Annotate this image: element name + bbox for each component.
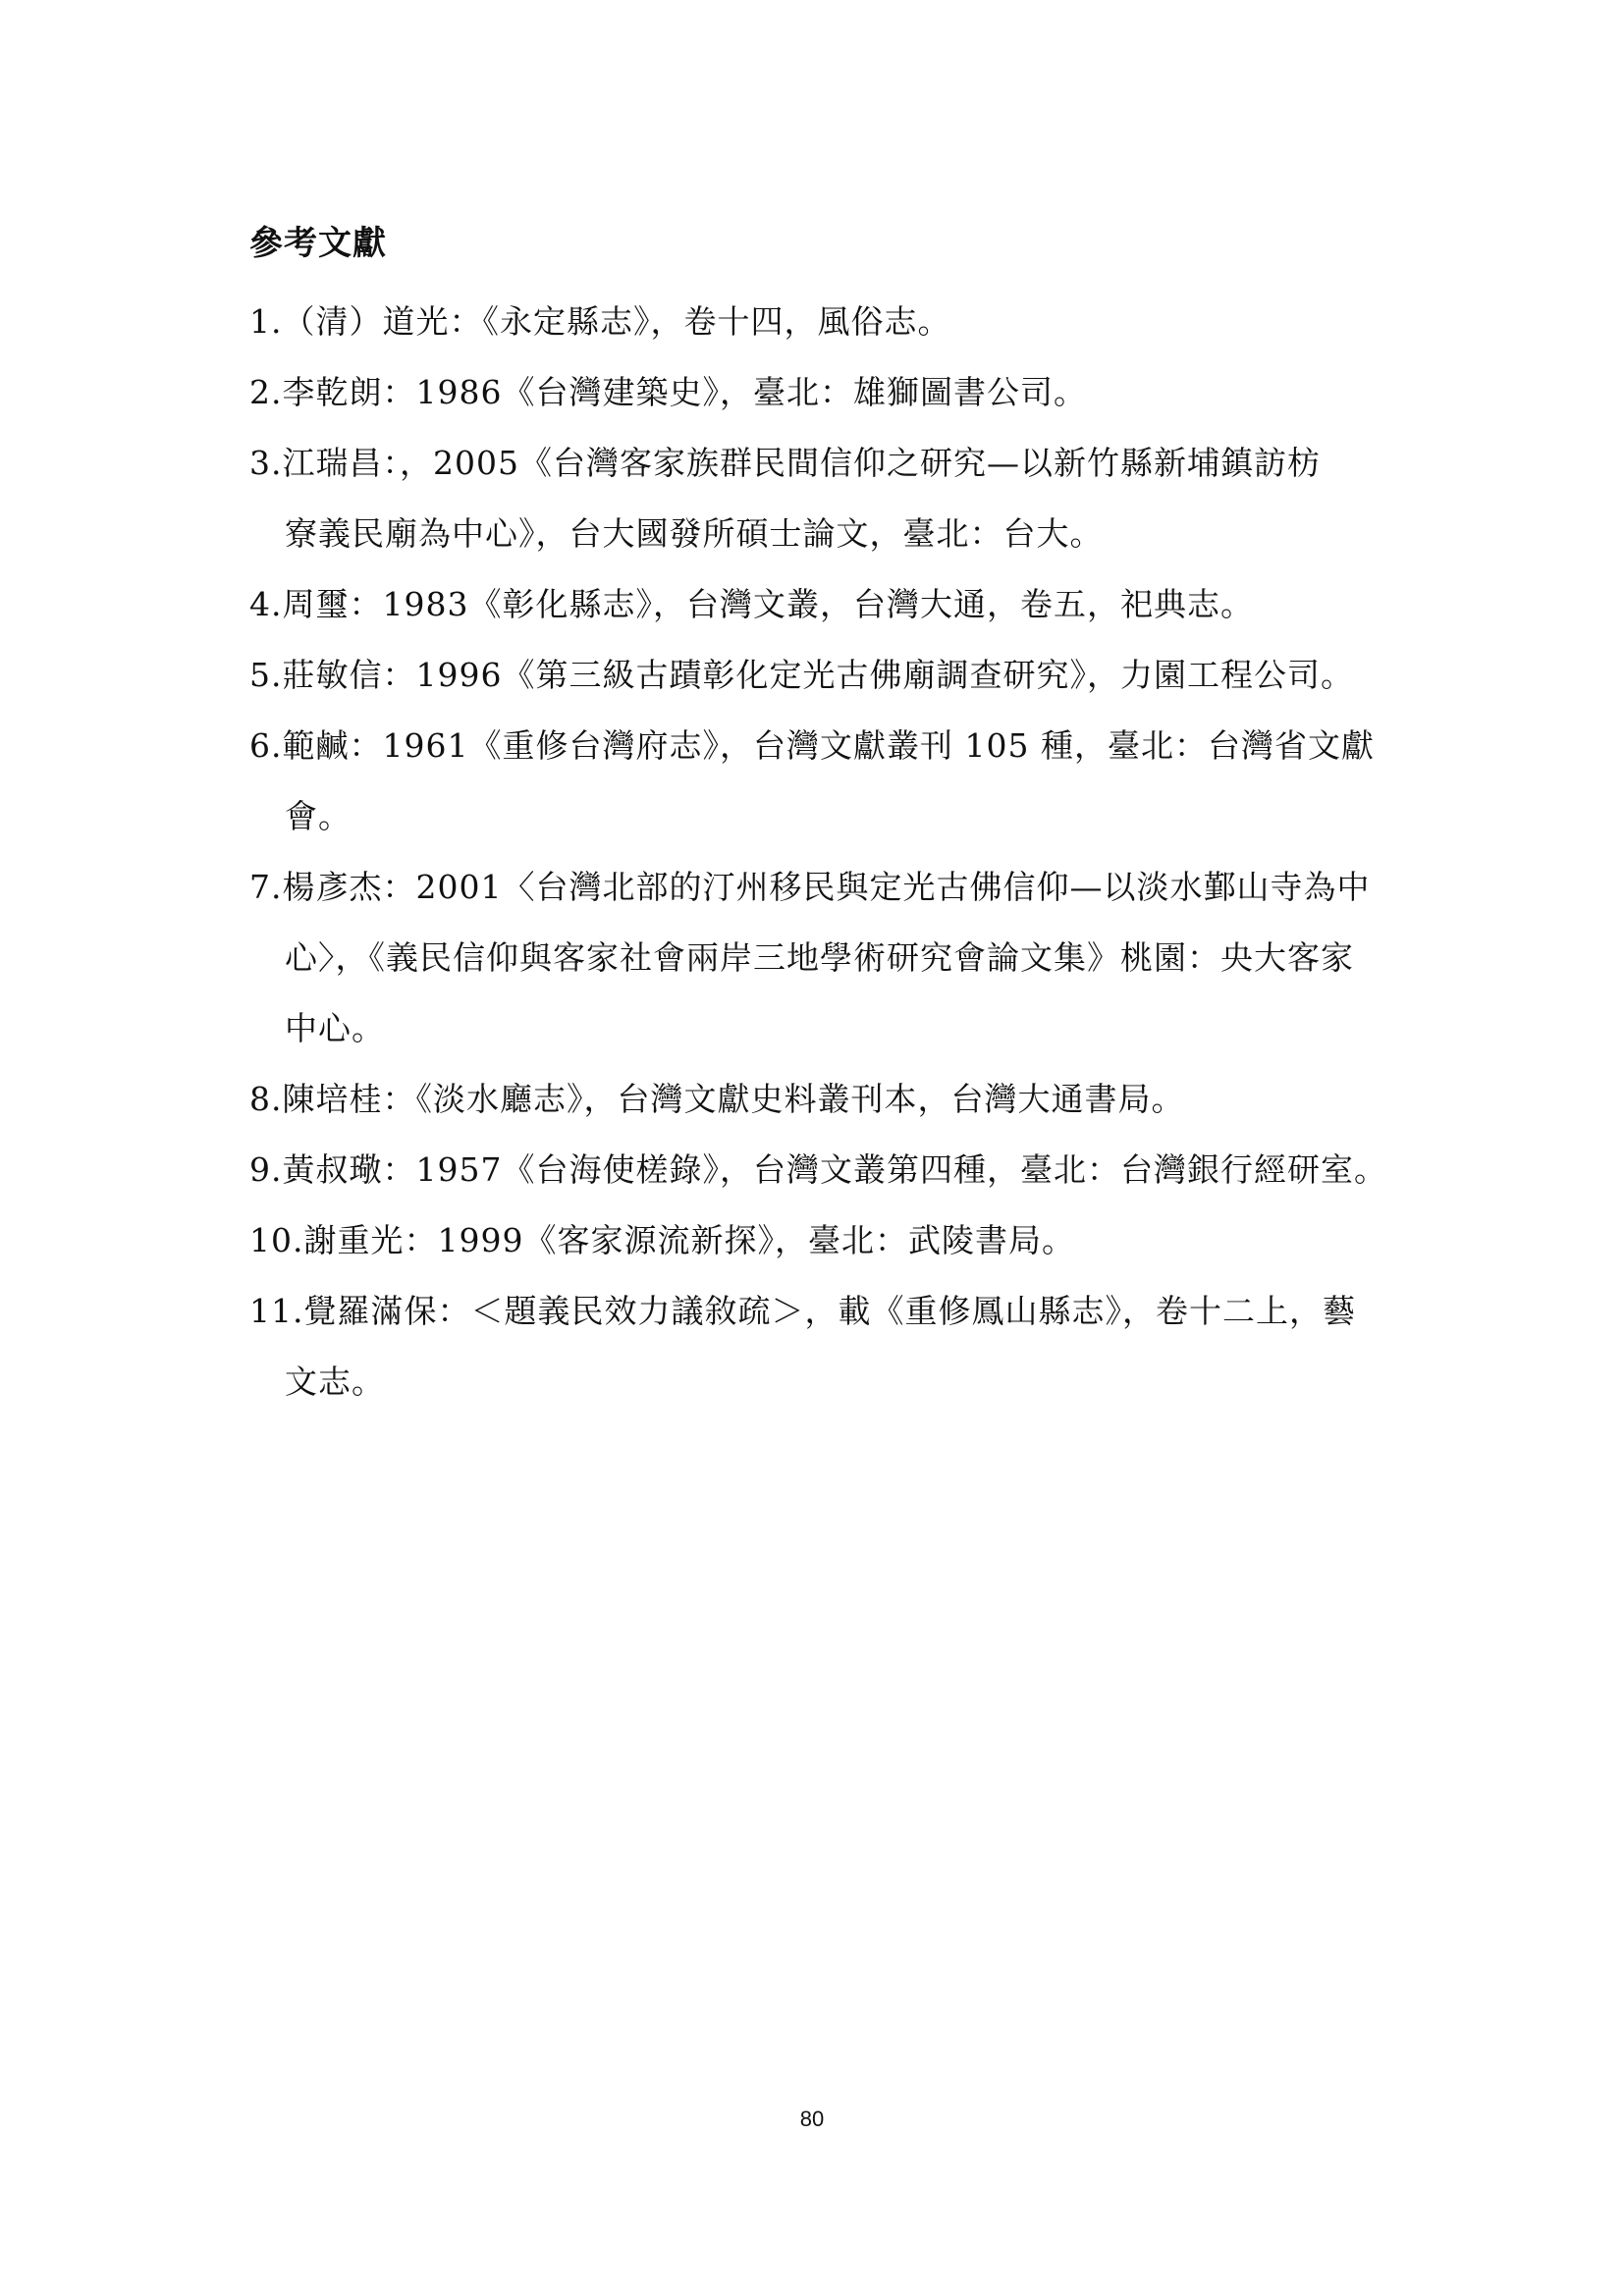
reference-number: 9. bbox=[249, 1150, 283, 1189]
reference-text: 楊彥杰：2001〈台灣北部的汀州移民與定光古佛信仰—以淡水鄞山寺為中 bbox=[282, 868, 1371, 906]
reference-number: 8. bbox=[249, 1080, 283, 1118]
reference-text: 謝重光：1999《客家源流新探》，臺北：武陵書局。 bbox=[303, 1221, 1075, 1259]
reference-item bbox=[249, 428, 1418, 569]
reference-item bbox=[249, 569, 1418, 640]
reference-text: 周璽：1983《彰化縣志》，台灣文叢，台灣大通，卷五，祀典志。 bbox=[282, 585, 1254, 623]
reference-line bbox=[249, 569, 1418, 640]
reference-line bbox=[249, 1205, 1418, 1276]
reference-line bbox=[249, 287, 1418, 357]
reference-text: 江瑞昌：，2005《台灣客家族群民間信仰之研究—以新竹縣新埔鎮訪枋 bbox=[282, 444, 1321, 482]
reference-text: 李乾朗：1986《台灣建築史》，臺北：雄獅圖書公司。 bbox=[282, 373, 1087, 411]
reference-text: 陳培桂：《淡水廳志》，台灣文獻史料叢刊本，台灣大通書局。 bbox=[282, 1080, 1185, 1118]
reference-item bbox=[249, 640, 1418, 711]
reference-number: 11. bbox=[249, 1292, 304, 1330]
reference-number: 7. bbox=[249, 868, 283, 906]
reference-text: （清）道光：《永定縣志》，卷十四，風俗志。 bbox=[282, 302, 951, 341]
reference-item bbox=[249, 1064, 1418, 1135]
reference-item bbox=[249, 1276, 1418, 1417]
reference-item bbox=[249, 711, 1418, 852]
reference-line bbox=[249, 428, 1418, 499]
reference-item bbox=[249, 1205, 1418, 1276]
reference-item bbox=[249, 287, 1418, 357]
reference-line bbox=[249, 711, 1418, 781]
reference-continuation-line: 文志。 bbox=[285, 1362, 385, 1401]
reference-item bbox=[249, 357, 1418, 428]
reference-text: 黃叔璥：1957《台海使槎錄》，台灣文叢第四種，臺北：台灣銀行經研室。 bbox=[282, 1150, 1387, 1189]
reference-line bbox=[249, 852, 1418, 923]
references-heading: 參考文獻 bbox=[249, 224, 387, 263]
reference-number: 2. bbox=[249, 373, 283, 411]
reference-line bbox=[249, 640, 1418, 711]
reference-number: 5. bbox=[249, 656, 283, 694]
reference-text: 莊敏信：1996《第三級古蹟彰化定光古佛廟調查研究》，力園工程公司。 bbox=[282, 656, 1354, 694]
reference-continuation-line: 會。 bbox=[285, 797, 352, 835]
reference-number: 3. bbox=[249, 444, 283, 482]
reference-number: 4. bbox=[249, 585, 283, 623]
reference-item bbox=[249, 1135, 1418, 1205]
reference-line bbox=[249, 1276, 1418, 1347]
reference-line bbox=[249, 1135, 1418, 1205]
reference-continuation-line: 心〉，《義民信仰與客家社會兩岸三地學術研究會論文集》桃園：央大客家 bbox=[285, 938, 1354, 977]
reference-number: 10. bbox=[249, 1221, 304, 1259]
reference-continuation-line: 中心。 bbox=[285, 1009, 385, 1047]
reference-text: 覺羅滿保：＜題義民效力議敘疏＞，載《重修鳳山縣志》，卷十二上，藝 bbox=[303, 1292, 1356, 1330]
reference-continuation-line: 寮義民廟為中心》，台大國發所碩士論文，臺北：台大。 bbox=[285, 514, 1104, 553]
reference-line bbox=[249, 1064, 1418, 1135]
reference-item bbox=[249, 852, 1418, 1064]
page-number: 80 bbox=[799, 2107, 825, 2131]
reference-number: 6. bbox=[249, 726, 283, 765]
reference-list bbox=[249, 287, 1418, 1417]
reference-number: 1. bbox=[249, 302, 283, 341]
reference-text: 範鹹：1961《重修台灣府志》，台灣文獻叢刊 105 種，臺北：台灣省文獻 bbox=[282, 726, 1375, 765]
reference-line bbox=[249, 357, 1418, 428]
